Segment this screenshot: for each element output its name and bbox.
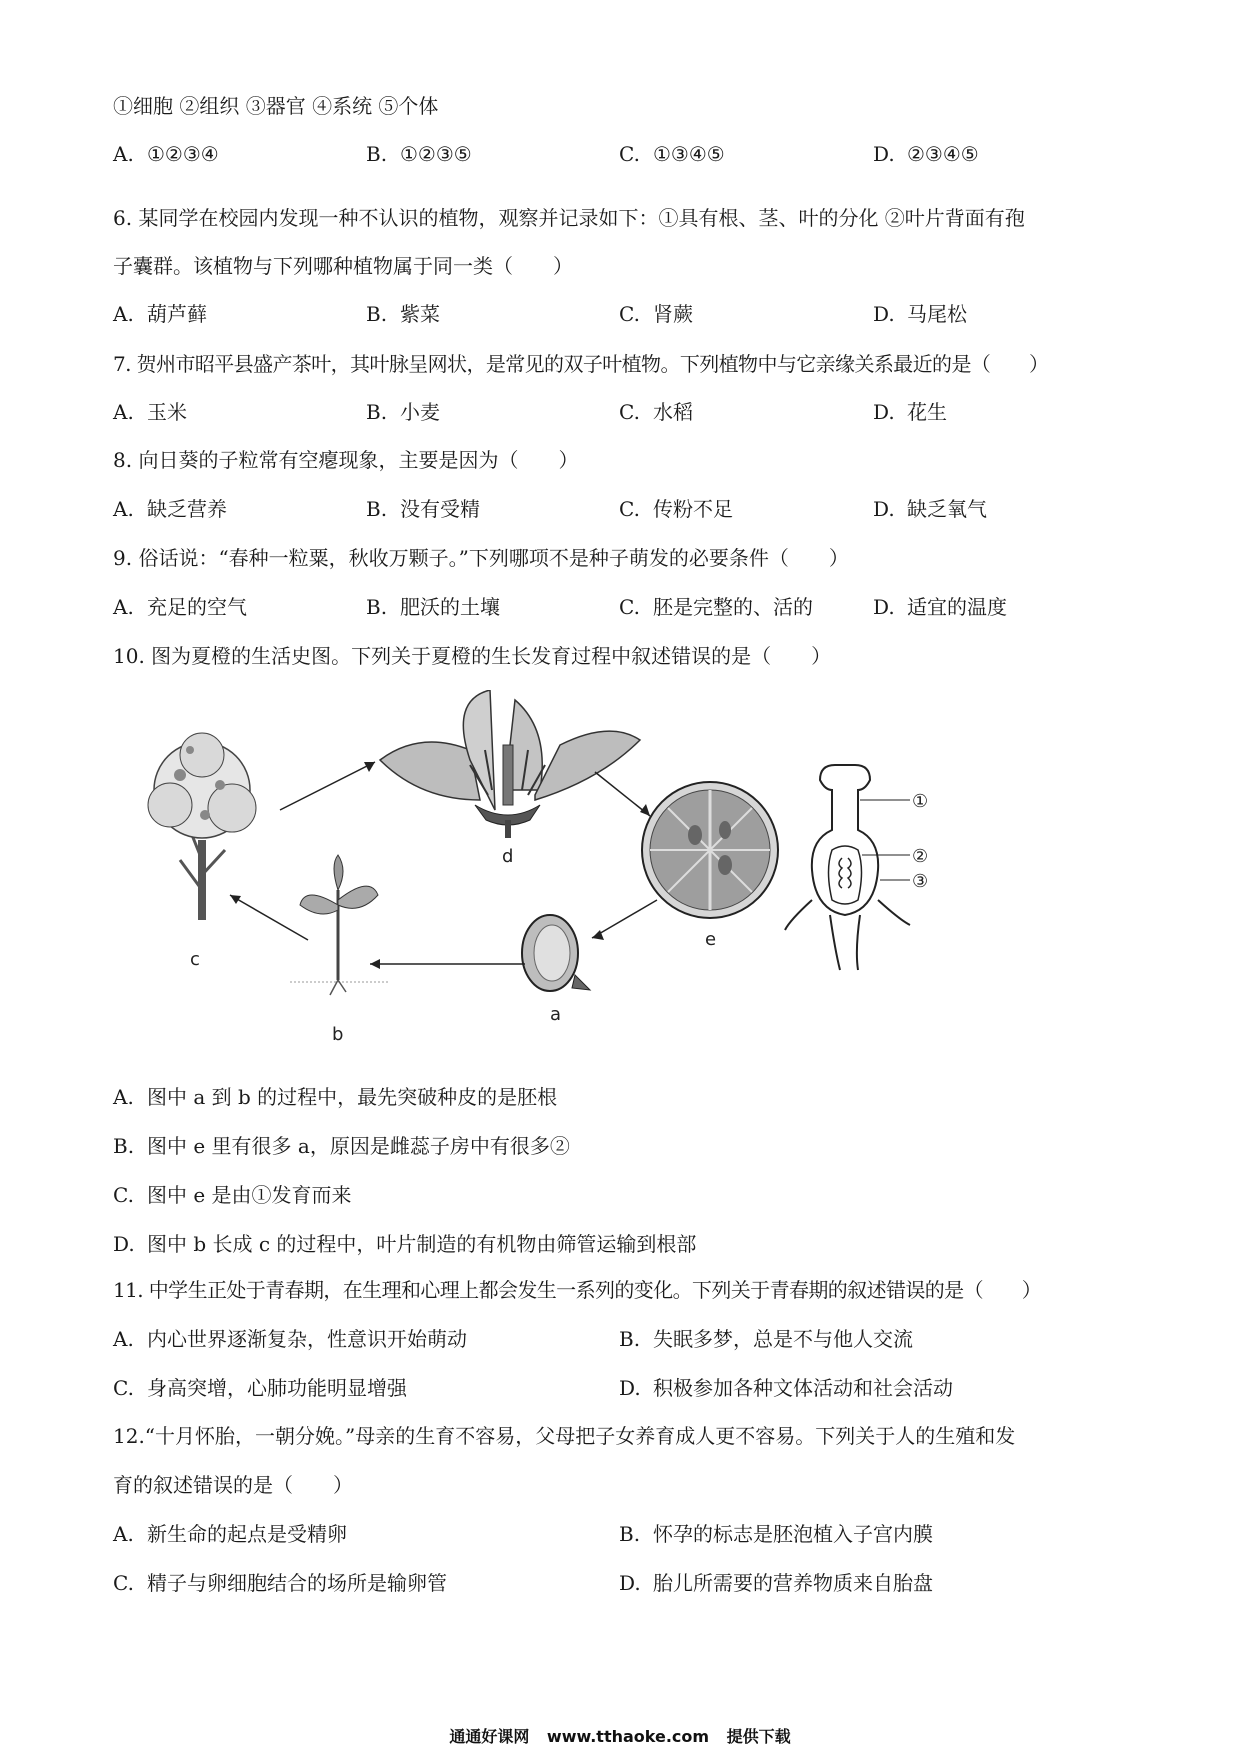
arrow-left-up-icon	[230, 895, 308, 940]
q6-stem-line1: 6. 某同学在校园内发现一种不认识的植物，观察并记录如下：①具有根、茎、叶的分化 ②叶片背面有孢	[113, 206, 1025, 230]
q10-option-b: B. 图中 e 里有很多 a，原因是雌蕊子房中有很多②	[113, 1134, 570, 1158]
label-e: e	[705, 929, 717, 950]
q6-option-c: C. 肾蕨	[619, 302, 693, 326]
q5-option-b: B. ①②③⑤	[366, 142, 472, 166]
q7-option-b: B. 小麦	[366, 400, 440, 424]
q5-stem: ①细胞 ②组织 ③器官 ④系统 ⑤个体	[113, 94, 439, 118]
q12-option-b: B. 怀孕的标志是胚泡植入子宫内膜	[619, 1522, 933, 1546]
q12-option-d: D. 胎儿所需要的营养物质来自胎盘	[619, 1571, 933, 1595]
q11-option-c: C. 身高突增，心肺功能明显增强	[113, 1376, 407, 1400]
arrow-left-down-icon	[592, 900, 657, 940]
q10-stem: 10. 图为夏橙的生活史图。下列关于夏橙的生长发育过程中叙述错误的是（ ）	[113, 644, 832, 668]
q7-option-c: C. 水稻	[619, 400, 693, 424]
label-3: ③	[912, 871, 929, 892]
q9-stem: 9. 俗话说：“春种一粒粟，秋收万颗子。”下列哪项不是种子萌发的必要条件（ ）	[113, 546, 849, 570]
q5-option-a: A. ①②③④	[113, 142, 219, 166]
label-c: c	[190, 949, 200, 970]
footer-url[interactable]: www.tthaoke.com	[546, 1727, 710, 1746]
label-a: a	[550, 1004, 562, 1025]
q5-option-d: D. ②③④⑤	[873, 142, 979, 166]
q8-option-b: B. 没有受精	[366, 497, 480, 521]
arrow-right-down-icon	[595, 772, 650, 816]
fruit-cross-section-icon	[642, 782, 778, 918]
q7-option-a: A. 玉米	[113, 400, 187, 424]
seed-icon	[522, 915, 590, 991]
q8-option-c: C. 传粉不足	[619, 497, 733, 521]
page-footer	[0, 1724, 1240, 1747]
orange-life-cycle-figure	[120, 690, 1000, 1060]
arrow-left-icon	[370, 959, 525, 969]
pistil-diagram-icon	[785, 765, 910, 970]
q12-option-a: A. 新生命的起点是受精卵	[113, 1522, 347, 1546]
q10-option-a: A. 图中 a 到 b 的过程中，最先突破种皮的是胚根	[113, 1085, 558, 1109]
footer-site: 通通好课网	[449, 1727, 530, 1746]
q9-option-a: A. 充足的空气	[113, 595, 247, 619]
q6-option-d: D. 马尾松	[873, 302, 967, 326]
label-1: ①	[912, 791, 929, 812]
q11-option-b: B. 失眠多梦，总是不与他人交流	[619, 1327, 913, 1351]
q12-stem-line2: 育的叙述错误的是（ ）	[113, 1473, 353, 1497]
label-d: d	[502, 846, 514, 867]
q11-option-a: A. 内心世界逐渐复杂，性意识开始萌动	[113, 1327, 467, 1351]
q8-stem: 8. 向日葵的子粒常有空瘪现象，主要是因为（ ）	[113, 448, 579, 472]
q9-option-c: C. 胚是完整的、活的	[619, 595, 813, 619]
label-b: b	[332, 1024, 344, 1045]
arrow-right-up-icon	[280, 762, 375, 810]
q10-option-c: C. 图中 e 是由①发育而来	[113, 1183, 352, 1207]
seedling-icon	[290, 855, 390, 995]
label-2: ②	[912, 846, 929, 867]
q11-option-d: D. 积极参加各种文体活动和社会活动	[619, 1376, 953, 1400]
q8-option-a: A. 缺乏营养	[113, 497, 227, 521]
q5-option-c: C. ①③④⑤	[619, 142, 725, 166]
q9-option-b: B. 肥沃的土壤	[366, 595, 500, 619]
q12-option-c: C. 精子与卵细胞结合的场所是输卵管	[113, 1571, 447, 1595]
tree-icon	[148, 733, 256, 920]
q8-option-d: D. 缺乏氧气	[873, 497, 987, 521]
q6-option-b: B. 紫菜	[366, 302, 440, 326]
q12-stem-line1: 12.“十月怀胎，一朝分娩。”母亲的生育不容易，父母把子女养育成人更不容易。下列关于人的生殖和发	[113, 1424, 1016, 1448]
flower-icon	[380, 690, 640, 838]
q11-stem: 11. 中学生正处于青春期，在生理和心理上都会发生一系列的变化。下列关于青春期的叙述错误的是（ ）	[113, 1278, 1042, 1302]
q10-option-d: D. 图中 b 长成 c 的过程中，叶片制造的有机物由筛管运输到根部	[113, 1232, 697, 1256]
q7-stem: 7. 贺州市昭平县盛产茶叶，其叶脉呈网状，是常见的双子叶植物。下列植物中与它亲缘关系最近的是（ ）	[113, 352, 1049, 376]
q6-stem-line2: 子囊群。该植物与下列哪种植物属于同一类（ ）	[113, 254, 573, 278]
q9-option-d: D. 适宜的温度	[873, 595, 1007, 619]
footer-note: 提供下载	[726, 1727, 791, 1746]
q7-option-d: D. 花生	[873, 400, 947, 424]
q6-option-a: A. 葫芦藓	[113, 302, 207, 326]
